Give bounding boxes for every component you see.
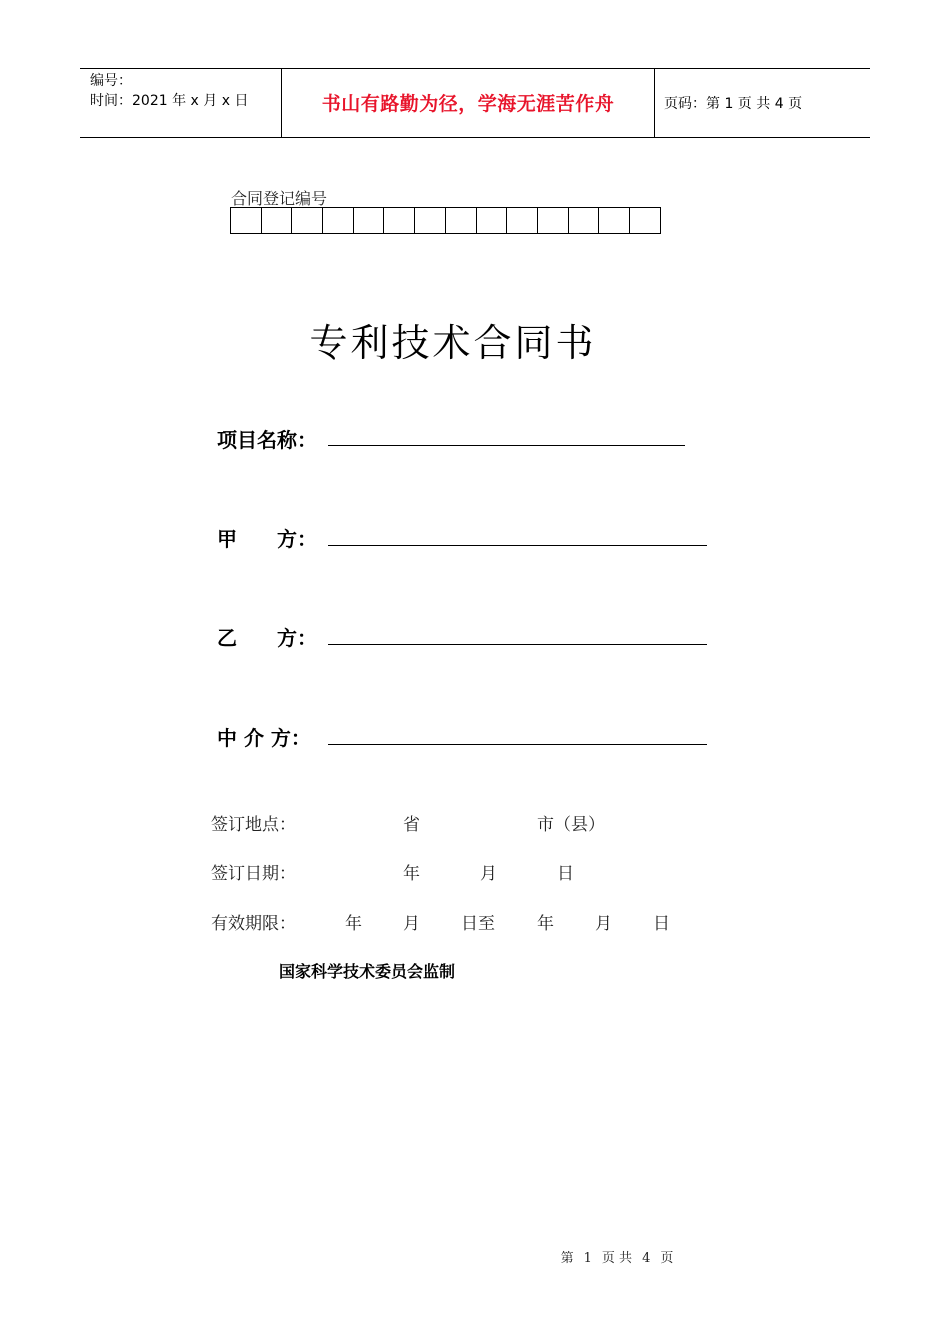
registration-digit-box[interactable]: [415, 208, 446, 233]
document-header: [80, 68, 870, 138]
registration-digit-box[interactable]: [354, 208, 385, 233]
registration-digit-box[interactable]: [384, 208, 415, 233]
signing-place-city: 市（县）: [537, 815, 605, 835]
registration-digit-box[interactable]: [292, 208, 323, 233]
registration-digit-box[interactable]: [262, 208, 293, 233]
registration-digit-box[interactable]: [569, 208, 600, 233]
registration-digit-box[interactable]: [231, 208, 262, 233]
registration-digit-box[interactable]: [538, 208, 569, 233]
validity-year-2: 年: [537, 914, 554, 934]
registration-digit-box[interactable]: [477, 208, 508, 233]
registration-digit-box[interactable]: [630, 208, 661, 233]
signing-date-label: 签订日期：: [211, 864, 296, 884]
header-time-label: 时间：2021 年 x 月 x 日: [90, 93, 249, 109]
footer-page-suffix: 页: [660, 1251, 674, 1266]
signing-date-day: 日: [557, 864, 574, 884]
validity-day-2: 日: [653, 914, 670, 934]
party-a-label: 甲 方：: [217, 527, 317, 551]
signing-date-year: 年: [403, 864, 420, 884]
header-divider: [654, 69, 655, 137]
signing-place-label: 签订地点：: [211, 815, 296, 835]
signing-date-month: 月: [480, 864, 497, 884]
party-a-line[interactable]: [328, 545, 707, 546]
validity-year-1: 年: [345, 914, 362, 934]
party-b-label: 乙 方：: [217, 626, 317, 650]
footer-page-mid: 页 共: [601, 1251, 633, 1266]
registration-digit-box[interactable]: [599, 208, 630, 233]
signing-place-province: 省: [403, 815, 420, 835]
header-motto: 书山有路勤为径，学海无涯苦作舟: [321, 93, 615, 115]
intermediary-line[interactable]: [328, 744, 707, 745]
registration-digit-box[interactable]: [507, 208, 538, 233]
header-number-label: 编号：: [90, 73, 132, 89]
header-meta: [90, 71, 248, 111]
document-title: 专利技术合同书: [309, 321, 597, 365]
footer-page-total: 4: [642, 1251, 651, 1266]
registration-label: 合同登记编号: [231, 189, 328, 208]
intermediary-label: 中 介 方：: [217, 726, 311, 750]
validity-label: 有效期限：: [211, 914, 296, 934]
validity-month-1: 月: [403, 914, 420, 934]
registration-digit-box[interactable]: [446, 208, 477, 233]
page-footer: [0, 1247, 950, 1266]
validity-month-2: 月: [595, 914, 612, 934]
registration-number-boxes[interactable]: [230, 207, 661, 234]
registration-digit-box[interactable]: [323, 208, 354, 233]
validity-day-to: 日至: [461, 914, 495, 934]
project-name-line[interactable]: [328, 445, 685, 446]
footer-page-number: 1: [583, 1251, 592, 1266]
party-b-line[interactable]: [328, 644, 707, 645]
project-name-label: 项目名称：: [217, 428, 317, 452]
supervisor-text: 国家科学技术委员会监制: [279, 962, 456, 981]
footer-page-prefix: 第: [560, 1251, 574, 1266]
header-page-info: 页码：第 1 页 共 4 页: [664, 96, 803, 112]
